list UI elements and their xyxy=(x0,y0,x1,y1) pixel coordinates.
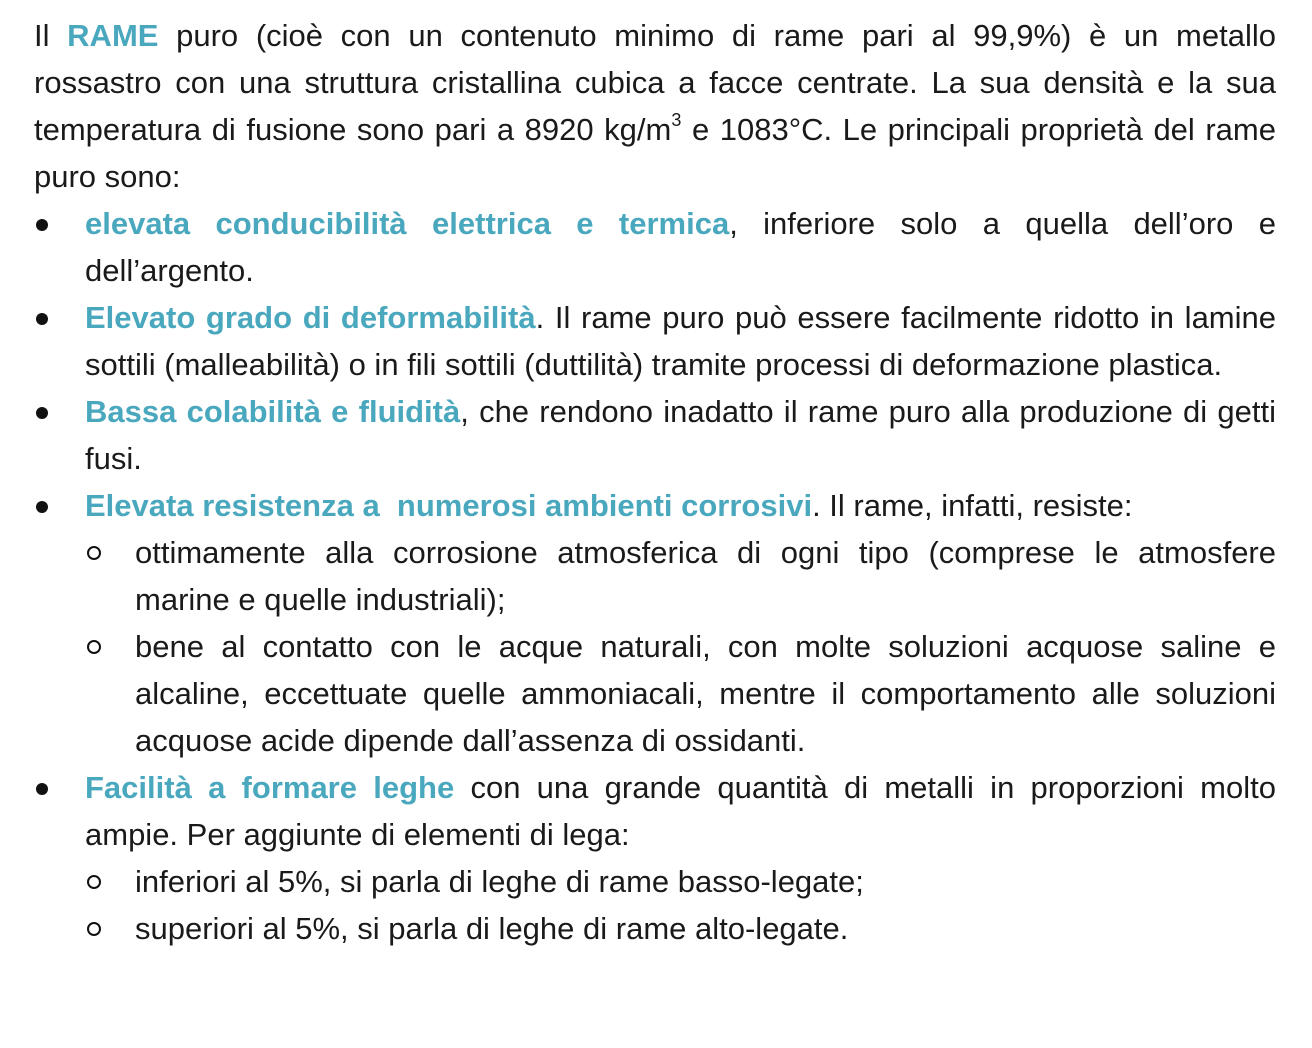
sub-item xyxy=(85,623,1276,764)
intro-superscript: 3 xyxy=(671,110,682,130)
property-term: Facilità a formare leghe xyxy=(85,770,455,805)
intro-paragraph xyxy=(34,12,1276,200)
intro-text-2: e 1083°C. Le principali proprietà del rame puro sono: xyxy=(34,112,1276,194)
hollow-circle-bullet-icon xyxy=(87,640,101,654)
property-term: Elevato grado di deformabilità xyxy=(85,300,536,335)
property-term: elevata conducibilità elettrica e termica xyxy=(85,206,730,241)
property-item xyxy=(34,482,1276,764)
property-item xyxy=(34,294,1276,388)
hollow-circle-bullet-icon xyxy=(87,922,101,936)
intro-prefix: Il xyxy=(34,18,68,53)
sub-item xyxy=(85,858,1276,905)
property-item xyxy=(34,764,1276,952)
bullet-dot-icon xyxy=(36,407,48,419)
property-item xyxy=(34,388,1276,482)
sub-item-text: ottimamente alla corrosione atmosferica di ogni tipo (comprese le atmosfere marine e quelle industriali); xyxy=(135,535,1276,617)
property-text: . Il rame, infatti, resiste: xyxy=(812,488,1133,523)
bullet-dot-icon xyxy=(36,313,48,325)
alloy-sublist xyxy=(85,858,1276,952)
property-text: , inferiore solo a quella dell’oro e dell’argento. xyxy=(85,206,1276,288)
sub-item-text: bene al contatto con le acque naturali, con molte soluzioni acquose saline e alcaline, eccettuate quelle ammoniacali, mentre il comportamento alle soluzioni acquose acide dipende dall’assenza di ossidanti. xyxy=(135,629,1276,758)
sub-item xyxy=(85,529,1276,623)
hollow-circle-bullet-icon xyxy=(87,546,101,560)
hollow-circle-bullet-icon xyxy=(87,875,101,889)
intro-term-rame: RAME xyxy=(67,18,159,53)
intro-text-1: puro (cioè con un contenuto minimo di rame pari al 99,9%) è un metallo rossastro con una struttura cristallina cubica a facce centrate. La sua densità e la sua temperatura di fusione sono pari a 8920 kg/m xyxy=(34,18,1276,147)
bullet-dot-icon xyxy=(36,219,48,231)
corrosion-sublist xyxy=(85,529,1276,764)
property-item xyxy=(34,200,1276,294)
sub-item-text: superiori al 5%, si parla di leghe di rame alto-legate. xyxy=(135,911,849,946)
bullet-dot-icon xyxy=(36,783,48,795)
bullet-dot-icon xyxy=(36,501,48,513)
property-text: con una grande quantità di metalli in proporzioni molto ampie. Per aggiunte di elementi di lega: xyxy=(85,770,1276,852)
property-body xyxy=(85,764,1276,858)
properties-list xyxy=(34,200,1276,952)
property-text: . Il rame puro può essere facilmente ridotto in lamine sottili (malleabilità) o in fili sottili (duttilità) tramite processi di deformazione plastica. xyxy=(85,300,1276,382)
sub-item-text: inferiori al 5%, si parla di leghe di rame basso-legate; xyxy=(135,864,864,899)
property-text: , che rendono inadatto il rame puro alla produzione di getti fusi. xyxy=(85,394,1276,476)
property-term: Elevata resistenza a numerosi ambienti corrosivi xyxy=(85,488,813,523)
sub-item xyxy=(85,905,1276,952)
property-term: Bassa colabilità e fluidità xyxy=(85,394,461,429)
